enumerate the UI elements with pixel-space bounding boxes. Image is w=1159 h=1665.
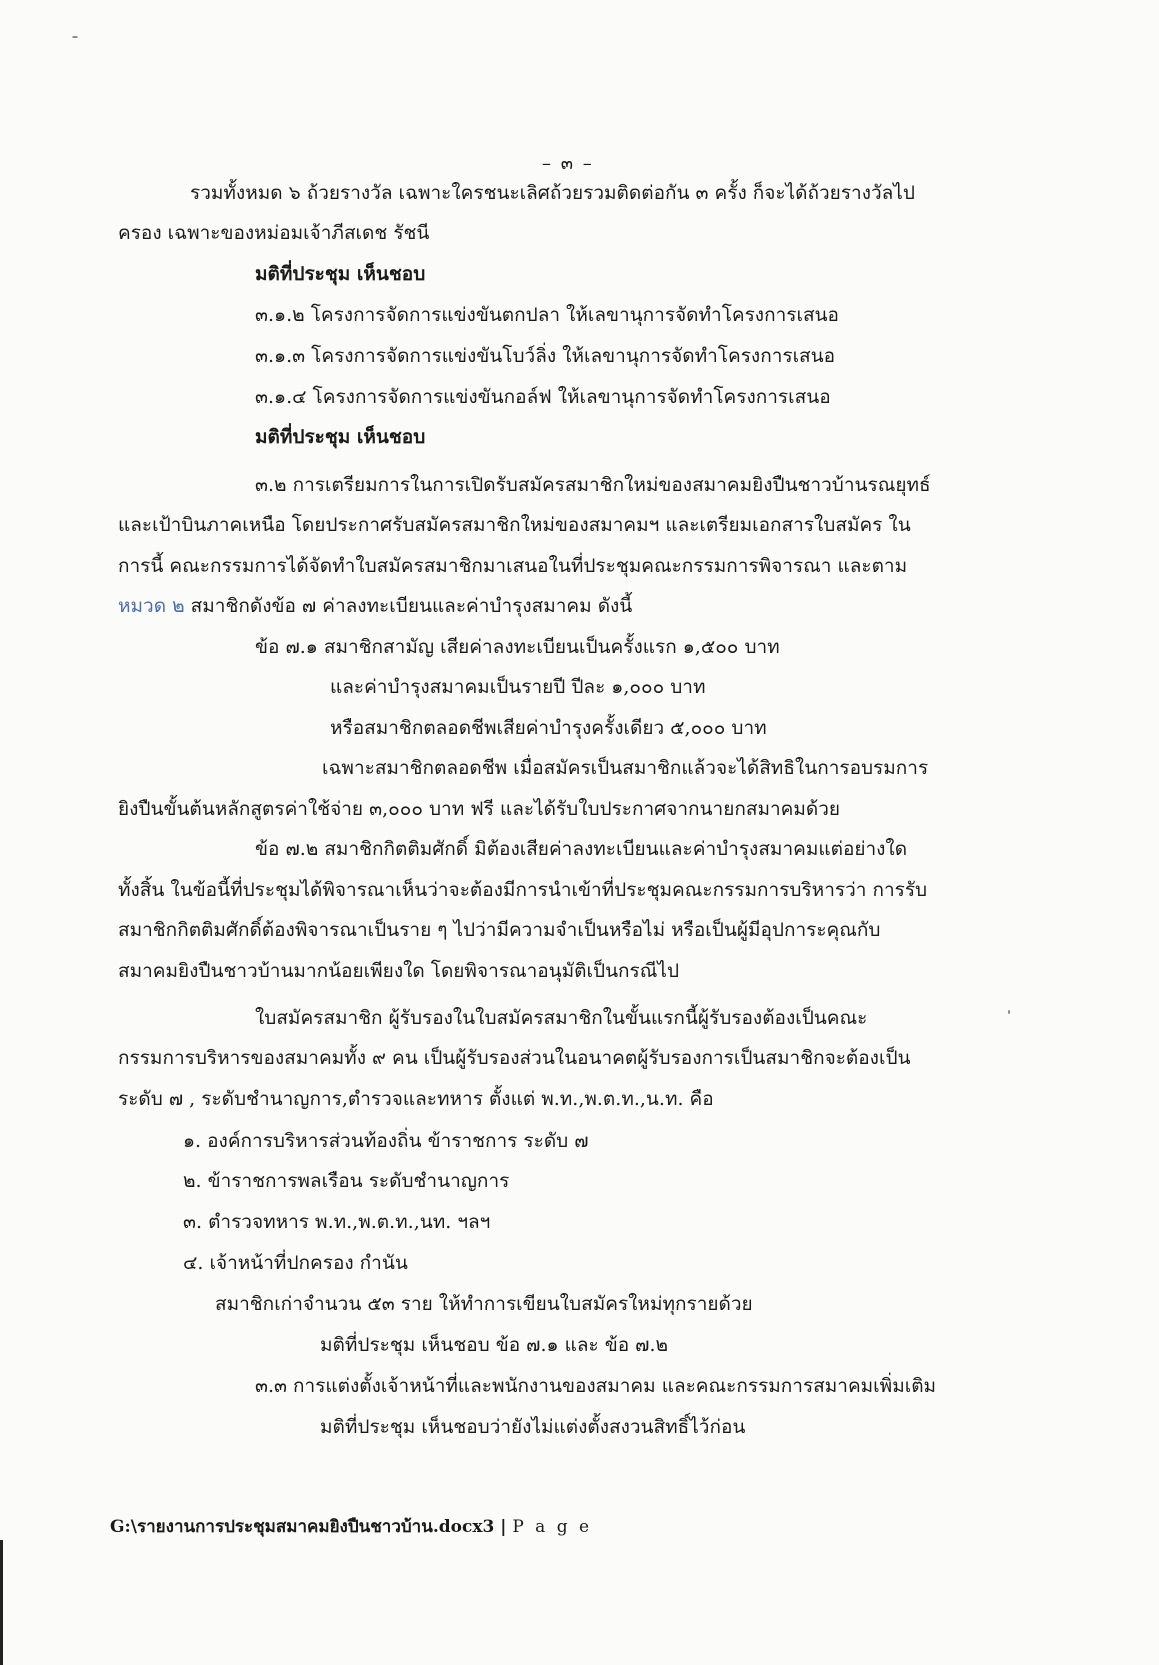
- body-line: สมาชิกกิตติมศักดิ์ต้องพิจารณาเป็นราย ๆ ไปว่ามีความจำเป็นหรือไม่ หรือเป็นผู้มีอุปการะคุณกับ: [118, 919, 881, 941]
- body-line: ระดับ ๗ , ระดับชำนาญการ,ตำรวจและทหาร ตั้งแต่ พ.ท.,พ.ต.ท.,น.ท. คือ: [118, 1088, 714, 1110]
- resolution-heading: มติที่ประชุม เห็นชอบ: [255, 263, 426, 285]
- page-label: P a g e: [512, 1517, 593, 1537]
- scan-speck: [72, 36, 78, 38]
- body-line: เฉพาะสมาชิกตลอดชีพ เมื่อสมัครเป็นสมาชิกแล้วจะได้สิทธิในการอบรมการ: [322, 757, 929, 779]
- body-line: ข้อ ๗.๒ สมาชิกกิตติมศักดิ์ มิต้องเสียค่าลงทะเบียนและค่าบำรุงสมาคมแต่อย่างใด: [255, 838, 908, 860]
- body-line: ยิงปืนขั้นต้นหลักสูตรค่าใช้จ่าย ๓,๐๐๐ บาท ฟรี และได้รับใบประกาศจากนายกสมาคมด้วย: [118, 798, 841, 820]
- body-text: สมาชิกดังข้อ ๗ ค่าลงทะเบียนและค่าบำรุงสมาคม ดังนี้: [184, 595, 633, 617]
- page-number: – ๓ –: [542, 153, 594, 174]
- body-line: สมาชิกเก่าจำนวน ๕๓ ราย ให้ทำการเขียนใบสมัครใหม่ทุกรายด้วย: [215, 1293, 753, 1315]
- body-line: [118, 593, 632, 619]
- file-path: G:\รายงานการประชุมสมาคมยิงปืนชาวบ้าน.docx3: [110, 1517, 495, 1537]
- body-line: รวมทั้งหมด ๖ ถ้วยรางวัล เฉพาะใครชนะเลิศถ้วยรวมติดต่อกัน ๓ ครั้ง ก็จะได้ถ้วยรางวัลไป: [190, 182, 915, 204]
- body-line: และค่าบำรุงสมาคมเป็นรายปี ปีละ ๑,๐๐๐ บาท: [330, 676, 706, 698]
- scan-speck: [1008, 1010, 1010, 1014]
- body-line: ๓.๑.๓ โครงการจัดการแข่งขันโบว์ลิ่ง ให้เลขานุการจัดทำโครงการเสนอ: [255, 345, 836, 367]
- resolution-heading: มติที่ประชุม เห็นชอบ: [255, 426, 426, 448]
- body-line: ๓.๑.๒ โครงการจัดการแข่งขันตกปลา ให้เลขานุการจัดทำโครงการเสนอ: [255, 304, 839, 326]
- body-line: การนี้ คณะกรรมการได้จัดทำใบสมัครสมาชิกมาเสนอในที่ประชุมคณะกรรมการพิจารณา และตาม: [118, 555, 908, 577]
- resolution-line: มติที่ประชุม เห็นชอบ ข้อ ๗.๑ และ ข้อ ๗.๒: [320, 1334, 669, 1356]
- body-line: และเป้าบินภาคเหนือ โดยประกาศรับสมัครสมาชิกใหม่ของสมาคมฯ และเตรียมเอกสารใบสมัคร ใน: [118, 514, 911, 536]
- scan-edge: [0, 1540, 3, 1665]
- body-line: ๓.๒ การเตรียมการในการเปิดรับสมัครสมาชิกใหม่ของสมาคมยิงปืนชาวบ้านรณยุทธ์: [255, 474, 931, 496]
- page-footer: [110, 1513, 592, 1540]
- list-item: ๓. ตำรวจทหาร พ.ท.,พ.ต.ท.,นท. ฯลฯ: [183, 1211, 491, 1233]
- body-line: ข้อ ๗.๑ สมาชิกสามัญ เสียค่าลงทะเบียนเป็นครั้งแรก ๑,๕๐๐ บาท: [255, 636, 780, 658]
- list-item: ๑. องค์การบริหารส่วนท้องถิ่น ข้าราชการ ระดับ ๗: [183, 1130, 589, 1152]
- list-item: ๒. ข้าราชการพลเรือน ระดับชำนาญการ: [183, 1170, 510, 1192]
- body-line: ทั้งสิ้น ในข้อนี้ที่ประชุมได้พิจารณาเห็นว่าจะต้องมีการนำเข้าที่ประชุมคณะกรรมการบริหารว่า การรับ: [118, 879, 928, 901]
- body-line: ใบสมัครสมาชิก ผู้รับรองในใบสมัครสมาชิกในขั้นแรกนี้ผู้รับรองต้องเป็นคณะ: [255, 1007, 868, 1029]
- resolution-line: มติที่ประชุม เห็นชอบว่ายังไม่แต่งตั้งสงวนสิทธิ์ไว้ก่อน: [320, 1416, 746, 1438]
- list-item: ๔. เจ้าหน้าที่ปกครอง กำนัน: [183, 1252, 408, 1274]
- body-line: ๓.๓ การแต่งตั้งเจ้าหน้าที่และพนักงานของสมาคม และคณะกรรมการสมาคมเพิ่มเติม: [255, 1375, 937, 1397]
- body-line: กรรมการบริหารของสมาคมทั้ง ๙ คน เป็นผู้รับรองส่วนในอนาคตผู้รับรองการเป็นสมาชิกจะต้องเป็น: [118, 1047, 911, 1069]
- body-line: สมาคมยิงปืนชาวบ้านมากน้อยเพียงใด โดยพิจารณาอนุมัติเป็นกรณีไป: [118, 960, 680, 982]
- footer-separator: |: [494, 1517, 513, 1537]
- body-line: ๓.๑.๔ โครงการจัดการแข่งขันกอล์ฟ ให้เลขานุการจัดทำโครงการเสนอ: [255, 386, 831, 408]
- body-line: ครอง เฉพาะของหม่อมเจ้าภีสเดช รัชนี: [118, 222, 430, 244]
- section-reference: หมวด ๒: [118, 595, 185, 617]
- body-line: หรือสมาชิกตลอดชีพเสียค่าบำรุงครั้งเดียว ๕,๐๐๐ บาท: [330, 717, 767, 739]
